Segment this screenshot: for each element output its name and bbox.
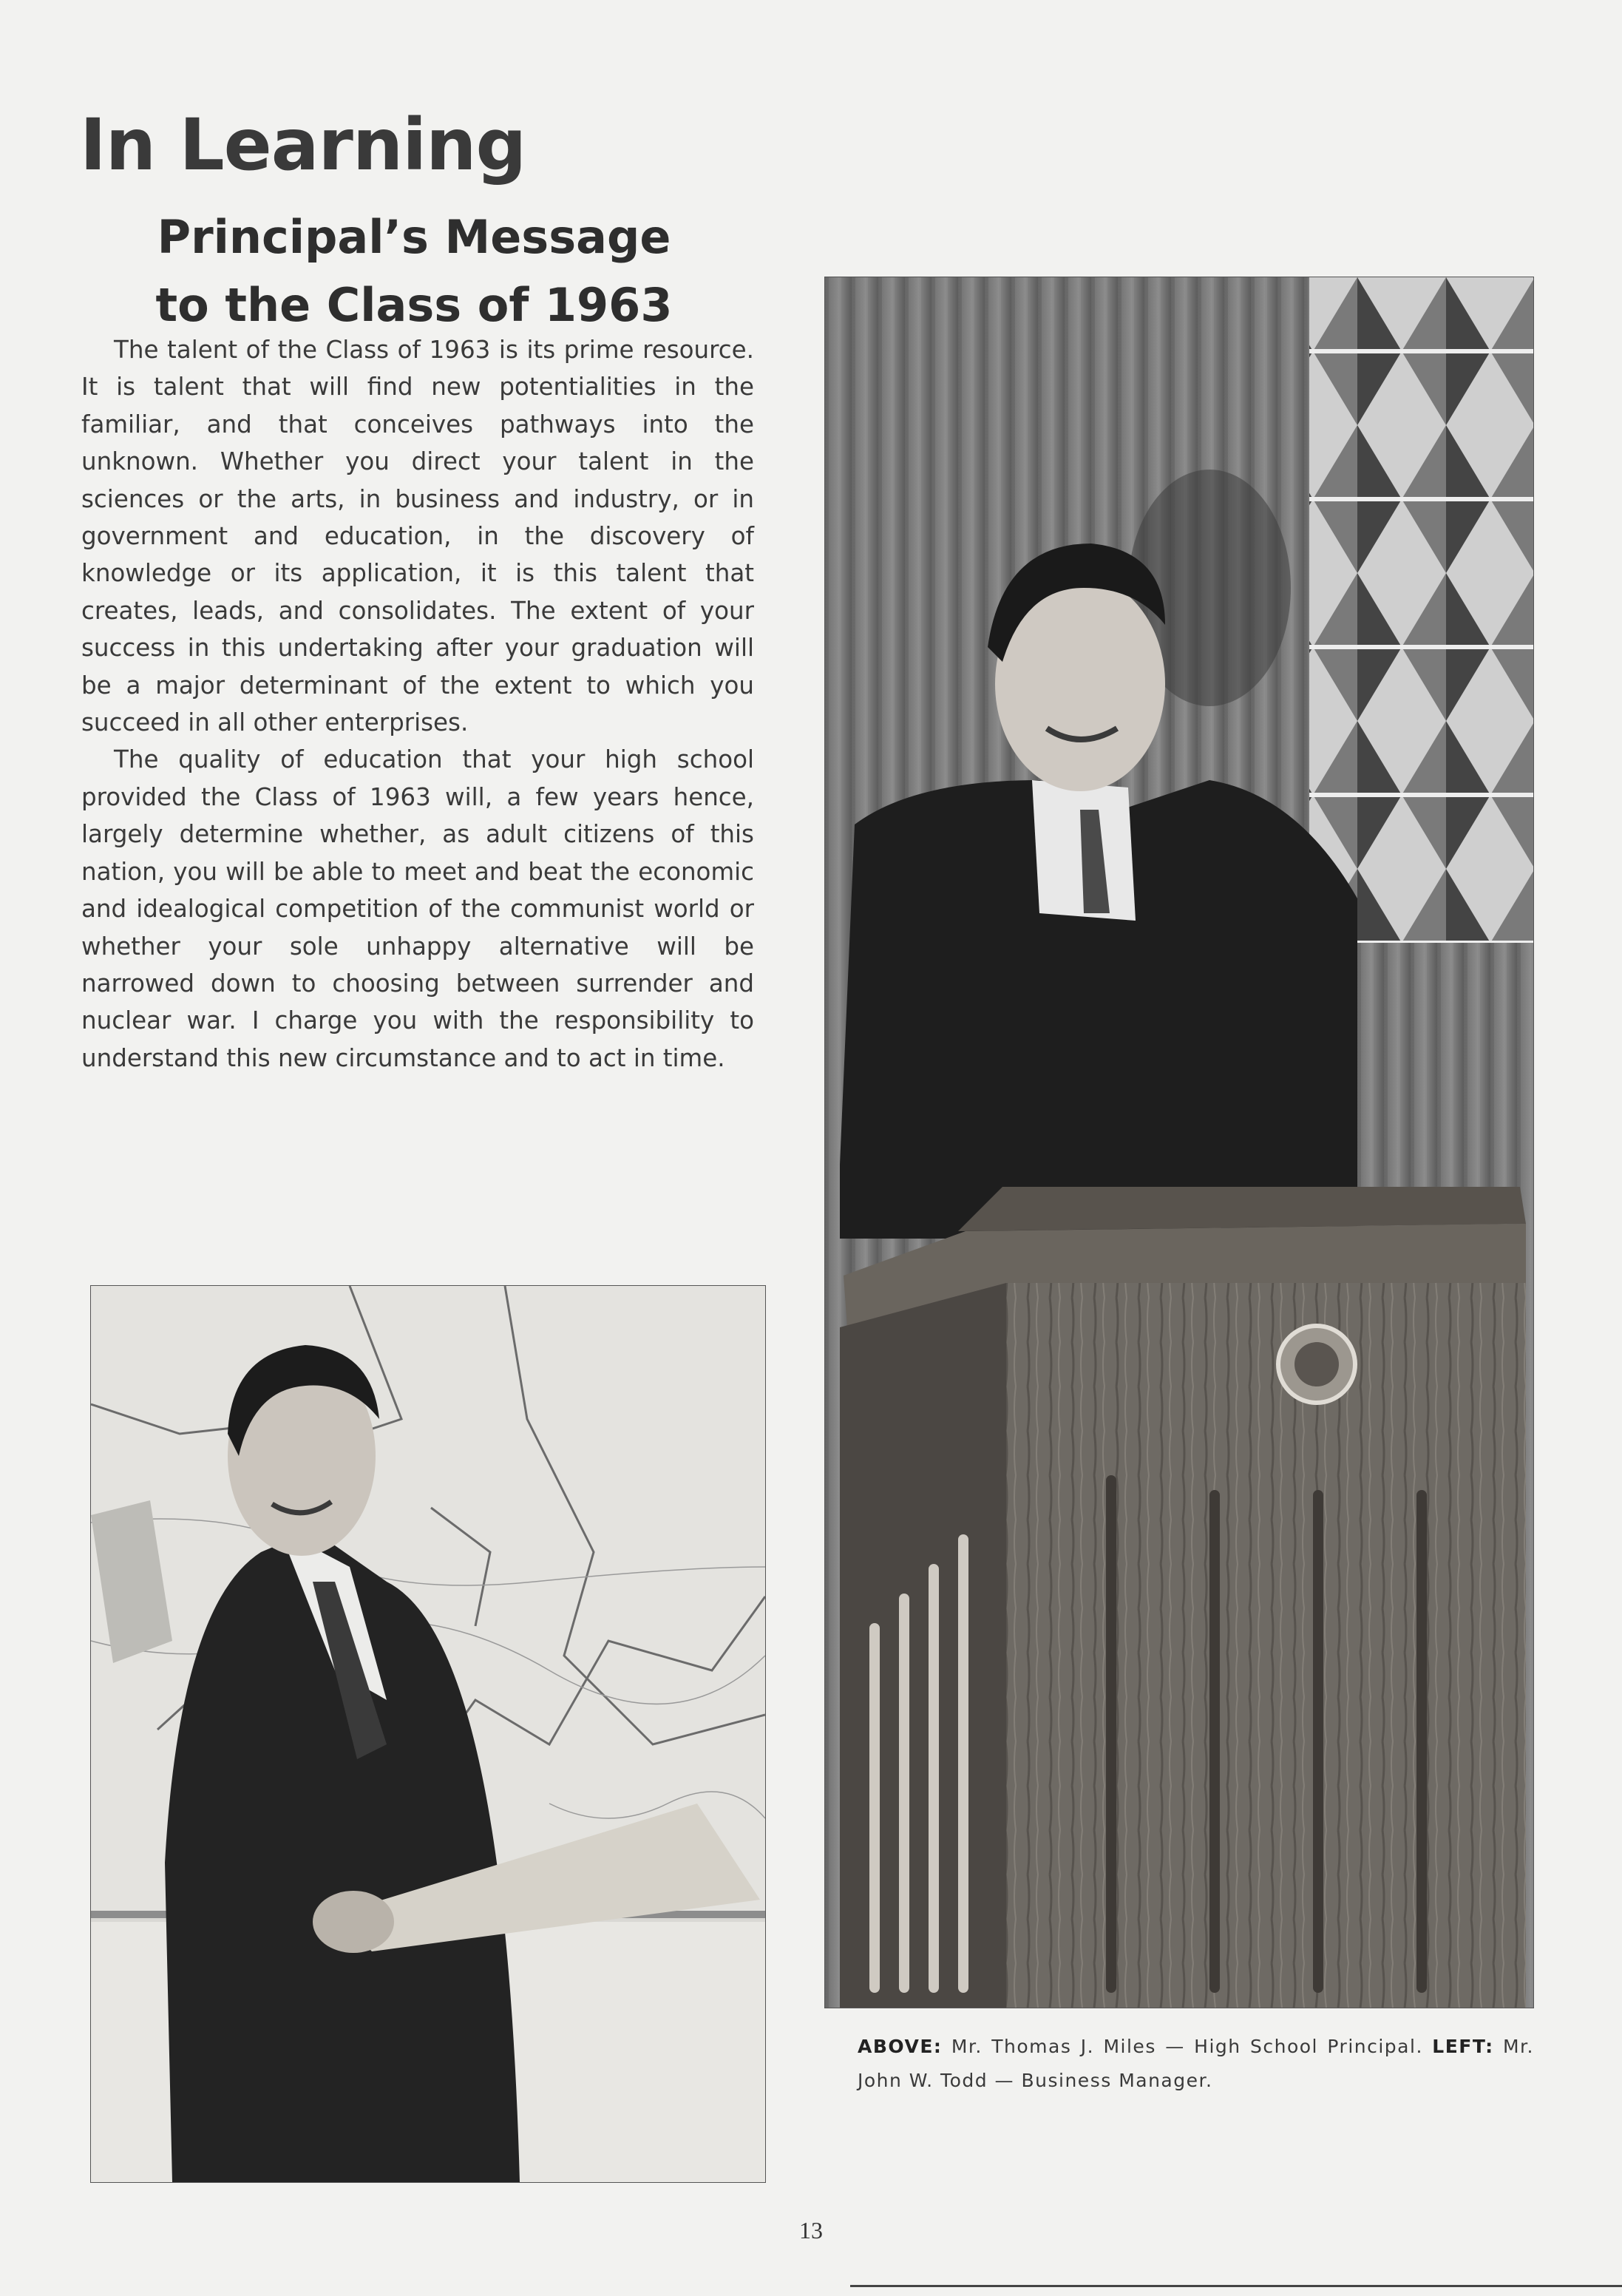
caption-left-label: LEFT: <box>1432 2036 1494 2057</box>
message-paragraph-2: The quality of education that your high school provided the Class of 1963 will, a few years hence, largely determine whether, as adult citizens of this nation, you will be able to meet and beat the economic and idealogical competition of the communist world or whether your sole unhappy alternative will be narrowed down to choosing between surrender and nuclear war. I charge you with the responsibility to understand this new circumstance and to act in time. <box>81 745 754 1072</box>
bottom-rule <box>850 2285 1622 2287</box>
caption-above-text: Mr. Thomas J. Miles — High School Principal. <box>951 2036 1423 2057</box>
principal-photo <box>824 277 1534 2008</box>
caption-above-label: ABOVE: <box>858 2036 943 2057</box>
message-title <box>133 203 695 339</box>
message-title-line-1: Principal’s Message <box>157 210 671 264</box>
message-body <box>81 331 754 1077</box>
caption-left-text: Mr. John W. Todd — Business Manager. <box>858 2036 1534 2091</box>
principal-photo-image <box>825 277 1533 2008</box>
business-manager-photo <box>90 1285 766 2183</box>
page-number: 13 <box>799 2217 823 2243</box>
message-title-line-2: to the Class of 1963 <box>155 278 673 332</box>
photo-caption <box>858 2030 1534 2098</box>
section-title: In Learning <box>80 104 526 186</box>
business-manager-photo-image <box>91 1286 765 2182</box>
message-paragraph-1: The talent of the Class of 1963 is its prime resource. It is talent that will find new potentialities in the familiar, and that conceives pathways into the unknown. Whether you direct your talent in the sciences or the arts, in business and industry, or in government and education, in the discovery of knowledge or its application, it is this talent that creates, leads, and consolidates. The extent of your success in this undertaking after your graduation will be a major determinant of the extent to which you succeed in all other enterprises. <box>81 336 754 737</box>
